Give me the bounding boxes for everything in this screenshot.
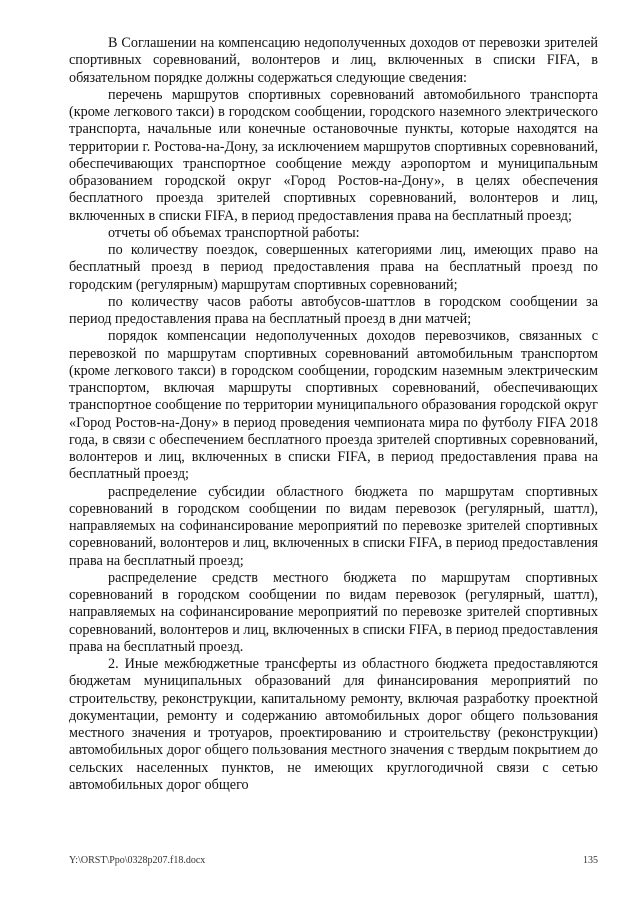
paragraph-transport-reports: отчеты об объемах транспортной работы:	[108, 224, 360, 241]
paragraph-route-list: перечень маршрутов спортивных соревнований автомобильного транспорта (кроме легкового такси) в городском сообщении, городского наземного электрического транспорта, начальные или конечные остановочные пункты, которые находятся на территории г. Ростова-на-Дону, за исключением маршрутов спортивных соревнований, обеспечивающих транспортное сообщение между аэропортом и муниципальным образованием городской округ «Город Ростов-на-Дону», в целях обеспечения бесплатного проезда зрителей спортивных соревнований, волонтеров и лиц, включенных в списки FIFA, в период предоставления права на бесплатный проезд;	[69, 86, 598, 224]
paragraph-interbudget-transfers: 2. Иные межбюджетные трансферты из областного бюджета предоставляются бюджетам муниципальных образований для финансирования мероприятий по строительству, реконструкции, капитальному ремонту, включая разработку проектной документации, ремонту и содержанию автомобильных дорог общего пользования местного значения и тротуаров, проектированию и строительству (реконструкции) автомобильных дорог общего пользования местного значения с твердым покрытием до сельских населенных пунктов, не имеющих круглогодичной связи с сетью автомобильных дорог общего	[69, 656, 598, 793]
footer-file-path: Y:\ORST\Ppo\0328p207.f18.docx	[69, 855, 206, 866]
paragraph-agreement-intro: В Соглашении на компенсацию недополученных доходов от перевозки зрителей спортивных соревнований, волонтеров и лиц, включенных в списки FIFA, в обязательном порядке должны содержаться следующие сведения:	[69, 35, 598, 86]
paragraph-regional-subsidy: распределение субсидии областного бюджета по маршрутам спортивных соревнований в городском сообщении по видам перевозок (регулярный, шаттл), направляемых на софинансирование мероприятий по перевозке зрителей спортивных соревнований, волонтеров и лиц, включенных в списки FIFA, в период предоставления права на бесплатный проезд;	[69, 483, 598, 569]
paragraph-trips-count: по количеству поездок, совершенных категориями лиц, имеющих право на бесплатный проезд в период предоставления права на бесплатный проезд по городским (регулярным) маршрутам спортивных соревнований;	[69, 242, 598, 293]
document-body	[69, 35, 598, 794]
footer-page-number: 135	[583, 855, 598, 866]
paragraph-local-budget: распределение средств местного бюджета по маршрутам спортивных соревнований в городском сообщении по видам перевозок (регулярный, шаттл), направляемых на софинансирование мероприятий по перевозке зрителей спортивных соревнований, волонтеров и лиц, включенных в списки FIFA, в период предоставления права на бесплатный проезд.	[69, 569, 598, 655]
paragraph-shuttle-hours: по количеству часов работы автобусов-шаттлов в городском сообщении за период предоставления права на бесплатный проезд в дни матчей;	[69, 293, 598, 327]
paragraph-compensation-procedure: порядок компенсации недополученных доходов перевозчиков, связанных с перевозкой по маршрутам спортивных соревнований автомобильным транспортом (кроме легкового такси) в городском сообщении, городским наземным электрическим транспортом, включая маршруты спортивных соревнований, обеспечивающих транспортное сообщение по территории муниципального образования городской округ «Город Ростов-на-Дону» в период проведения чемпионата мира по футболу FIFA 2018 года, в связи с обеспечением бесплатного проезда зрителей спортивных соревнований, волонтеров и лиц, включенных в списки FIFA, в период предоставления права на бесплатный проезд;	[69, 328, 598, 483]
